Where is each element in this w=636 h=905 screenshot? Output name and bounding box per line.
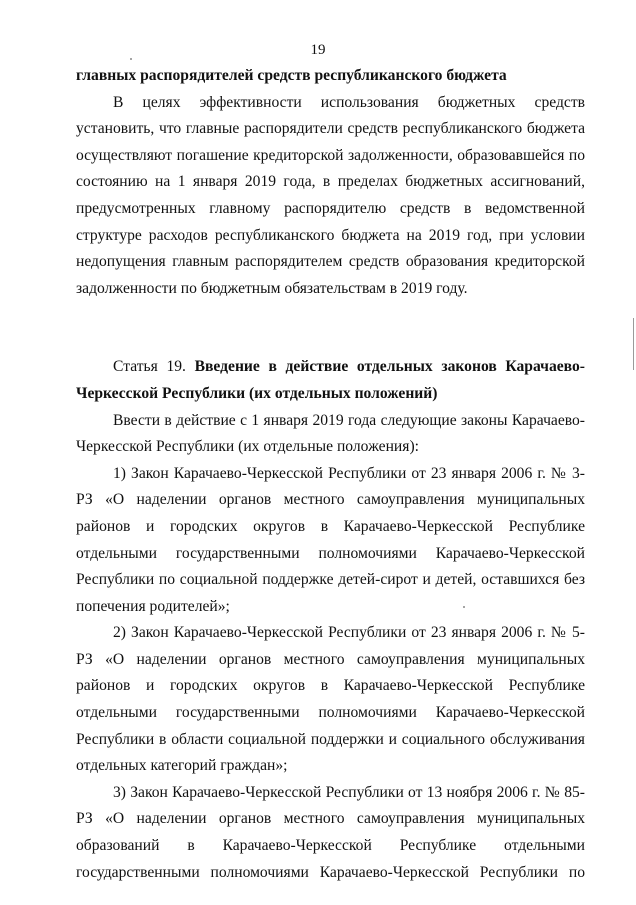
article-19-heading: [76, 354, 585, 407]
section-gap: [76, 328, 585, 354]
article-19-intro: Ввести в действие с 1 января 2019 года следующие законы Карачаево-Черкесской Республики (их отдельные положения):: [76, 411, 585, 456]
article-19-title: Введение в действие отдельных законов Карачаево-Черкесской Республики (их отдельных положений): [76, 358, 585, 402]
article-19-item-2: 2) Закон Карачаево-Черкесской Республики от 23 января 2006 г. № 5-РЗ «О наделении органов местного самоуправления муниципальных районов и городских округов в Карачаево-Черкесской Республике отдельными государственными полномочиями Карачаево-Черкесской Республики в области социальной поддержки и социального обслуживания отдельных категорий граждан»;: [76, 624, 585, 775]
scan-edge-mark: [633, 318, 634, 370]
article-19-item-3: 3) Закон Карачаево-Черкесской Республики от 13 ноября 2006 г. № 85-РЗ «О наделении органов местного самоуправления муниципальных образований в Карачаево-Черкесской Республике отдельными государственными полномочиями Карачаево-Черкесской Республики по: [76, 783, 585, 881]
document-body: [76, 63, 585, 886]
article-19-item-1: 1) Закон Карачаево-Черкесской Республики от 23 января 2006 г. № 3-РЗ «О наделении органов местного самоуправления муниципальных районов и городских округов в Карачаево-Черкесской Республике отдельными государственными полномочиями Карачаево-Черкесской Республики по социальной поддержке детей-сирот и детей, оставшихся без попечения родителей»;: [76, 464, 585, 615]
article-19-label: Статья 19.: [113, 358, 186, 376]
article-18-title-end: главных распорядителей средств республиканского бюджета: [76, 67, 507, 84]
scan-speck: [463, 606, 465, 608]
article-18-paragraph: В целях эффективности использования бюджетных средств установить, что главные распорядители средств республиканского бюджета осуществляют погашение кредиторской задолженности, образовавшейся по состоянию на 1 января 2019 года, в пределах бюджетных ассигнований, предусмотренных главному распорядителю средств в ведомственной структуре расходов республиканского бюджета на 2019 год, при условии недопущения главным распорядителем средств образования кредиторской задолженности по бюджетным обязательствам в 2019 году.: [76, 93, 585, 297]
section-gap: [76, 302, 585, 328]
scan-speck: [130, 58, 132, 60]
page-number: 19: [310, 42, 326, 58]
